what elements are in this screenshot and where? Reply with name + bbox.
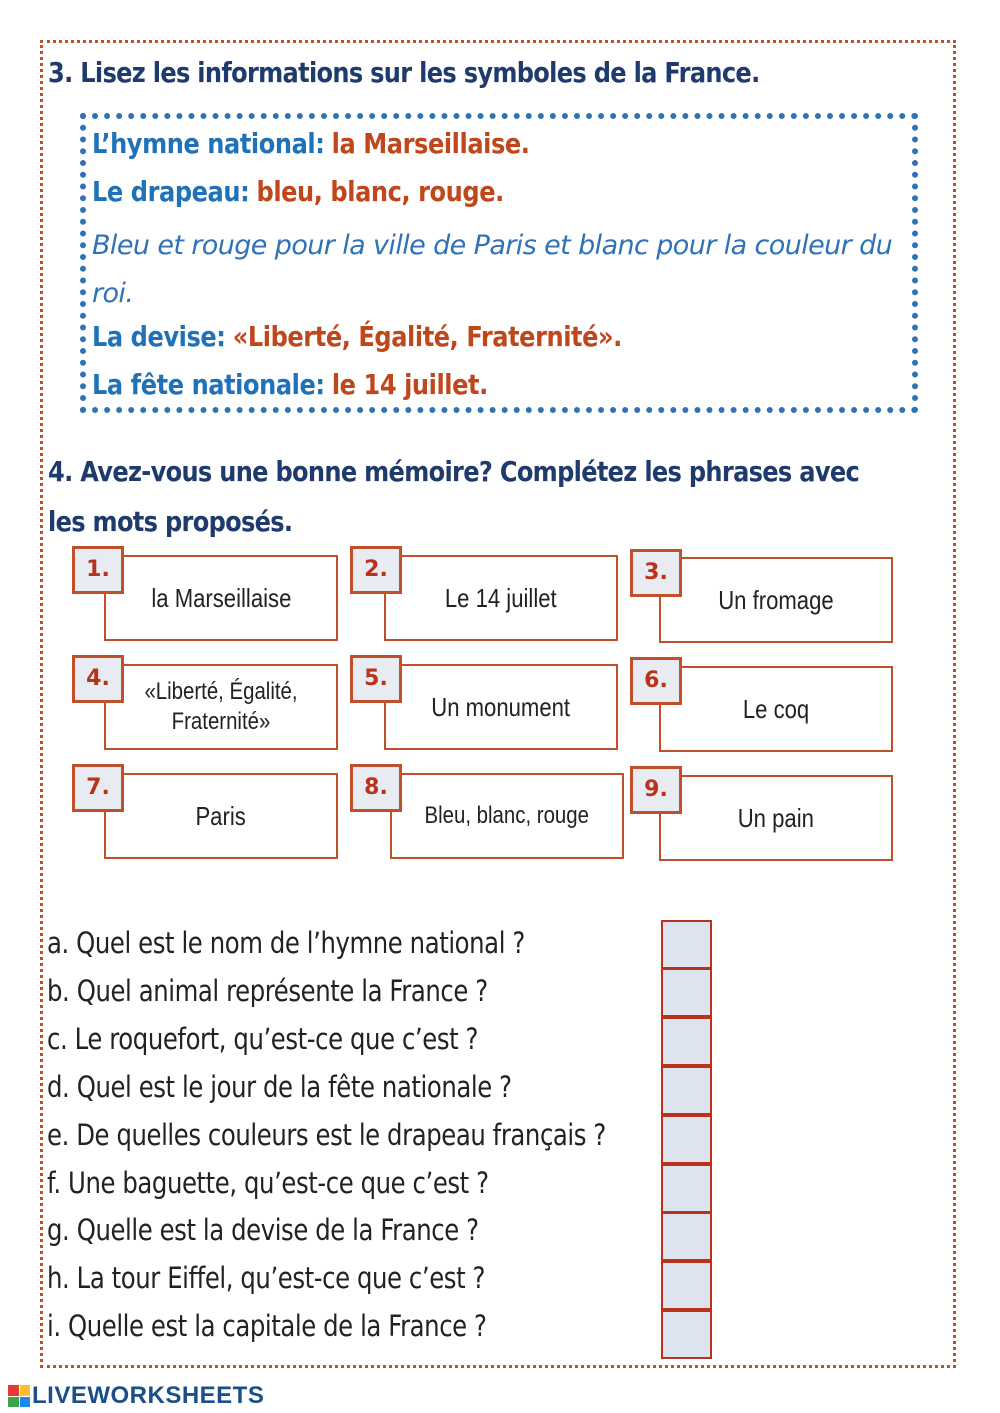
- holiday-line: [92, 368, 488, 401]
- liveworksheets-logo[interactable]: [8, 1383, 264, 1409]
- word-text: Le coq: [742, 693, 810, 724]
- word-text: Bleu, blanc, rouge: [424, 802, 590, 829]
- section-4-title-cont: les mots proposés.: [48, 505, 293, 538]
- word-box-5: [384, 664, 618, 750]
- word-number-3: 3.: [630, 549, 682, 597]
- answer-box-a[interactable]: [661, 920, 712, 969]
- question-c: c. Le roquefort, qu’est-ce que c’est ?: [47, 1022, 479, 1056]
- answer-box-g[interactable]: [661, 1212, 712, 1261]
- question-i: i. Quelle est la capitale de la France ?: [47, 1309, 487, 1343]
- answer-box-h[interactable]: [661, 1261, 712, 1310]
- word-text: Un monument: [431, 691, 571, 722]
- word-number-8: 8.: [350, 764, 402, 812]
- word-box-7: [104, 773, 338, 859]
- answer-box-e[interactable]: [661, 1115, 712, 1164]
- answer-box-i[interactable]: [661, 1310, 712, 1359]
- word-number-2: 2.: [350, 546, 402, 594]
- flag-line: [92, 175, 504, 208]
- word-number-5: 5.: [350, 655, 402, 703]
- word-text: «Liberté, Égalité, Fraternité»: [144, 678, 298, 735]
- holiday-value: le 14 juillet.: [331, 368, 488, 401]
- word-number-9: 9.: [630, 766, 682, 814]
- question-d: d. Quel est le jour de la fête nationale ?: [47, 1070, 512, 1104]
- word-box-8: [390, 773, 624, 859]
- motto-label: La devise:: [92, 320, 226, 353]
- answer-box-f[interactable]: [661, 1164, 712, 1213]
- word-box-3: [659, 557, 893, 643]
- motto-line: [92, 320, 622, 353]
- anthem-line: [92, 127, 529, 160]
- section-3-title: 3. Lisez les informations sur les symboles de la France.: [48, 56, 760, 89]
- section-4-title: 4. Avez-vous une bonne mémoire? Complétez les phrases avec: [48, 455, 860, 488]
- logo-text: LIVEWORKSHEETS: [32, 1382, 265, 1409]
- flag-note: Bleu et rouge pour la ville de Paris et blanc pour la couleur du roi.: [92, 230, 893, 309]
- word-text: Paris: [195, 800, 247, 831]
- word-number-4: 4.: [72, 655, 124, 703]
- flag-value: bleu, blanc, rouge.: [256, 175, 504, 208]
- word-text: Le 14 juillet: [445, 582, 557, 613]
- word-box-2: [384, 555, 618, 641]
- word-box-4: [104, 664, 338, 750]
- question-b: b. Quel animal représente la France ?: [47, 974, 488, 1008]
- question-h: h. La tour Eiffel, qu’est-ce que c’est ?: [47, 1261, 486, 1295]
- question-g: g. Quelle est la devise de la France ?: [47, 1213, 479, 1247]
- word-box-9: [659, 775, 893, 861]
- flag-label: Le drapeau:: [92, 175, 250, 208]
- answer-box-b[interactable]: [661, 968, 712, 1017]
- anthem-value: la Marseillaise.: [331, 127, 530, 160]
- word-number-6: 6.: [630, 657, 682, 705]
- word-text: la Marseillaise: [150, 582, 292, 613]
- logo-icon: [8, 1385, 30, 1407]
- word-box-6: [659, 666, 893, 752]
- motto-value: «Liberté, Égalité, Fraternité».: [232, 320, 622, 353]
- holiday-label: La fête nationale:: [92, 368, 325, 401]
- question-f: f. Une baguette, qu’est-ce que c’est ?: [47, 1166, 489, 1200]
- word-box-1: [104, 555, 338, 641]
- answer-box-d[interactable]: [661, 1066, 712, 1115]
- question-a: a. Quel est le nom de l’hymne national ?: [47, 926, 525, 960]
- word-number-1: 1.: [72, 546, 124, 594]
- word-text: Un pain: [737, 802, 815, 833]
- question-e: e. De quelles couleurs est le drapeau français ?: [47, 1118, 606, 1152]
- word-number-7: 7.: [72, 764, 124, 812]
- answer-box-c[interactable]: [661, 1017, 712, 1066]
- anthem-label: L’hymne national:: [92, 127, 325, 160]
- word-text: Un fromage: [718, 584, 834, 615]
